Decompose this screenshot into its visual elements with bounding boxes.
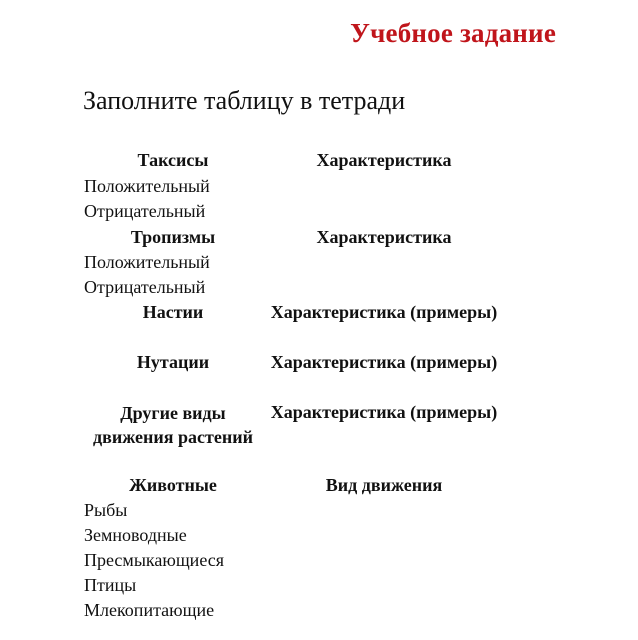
animal-row-mammals: Млекопитающие	[84, 600, 215, 620]
nutation-header: Нутации	[136, 352, 210, 372]
other-movements-line2: движения растений	[93, 427, 253, 447]
taxis-characteristic-header: Характеристика	[316, 150, 452, 170]
animal-row-reptiles: Пресмыкающиеся	[84, 550, 225, 570]
other-characteristic-header: Характеристика (примеры)	[270, 402, 498, 422]
animal-row-amphibians: Земноводные	[84, 525, 187, 545]
other-movements-line1: Другие виды	[120, 403, 226, 423]
tropism-characteristic-header: Характеристика	[316, 227, 452, 247]
animal-row-fish: Рыбы	[84, 500, 128, 520]
movement-type-header: Вид движения	[325, 475, 443, 495]
other-movements-header	[84, 401, 262, 449]
animal-row-birds: Птицы	[84, 575, 137, 595]
nastia-header: Настии	[142, 302, 204, 322]
taxis-row-negative: Отрицательный	[84, 201, 206, 221]
instruction-text: Заполните таблицу в тетради	[83, 86, 406, 115]
taxis-header: Таксисы	[137, 150, 209, 170]
tropism-header: Тропизмы	[130, 227, 216, 247]
page-title: Учебное задание	[350, 18, 556, 48]
taxis-row-positive: Положительный	[84, 176, 210, 196]
animals-header: Животные	[129, 475, 217, 495]
tropism-row-negative: Отрицательный	[84, 277, 206, 297]
tropism-row-positive: Положительный	[84, 252, 210, 272]
nastia-characteristic-header: Характеристика (примеры)	[270, 302, 498, 322]
nutation-characteristic-header: Характеристика (примеры)	[270, 352, 498, 372]
